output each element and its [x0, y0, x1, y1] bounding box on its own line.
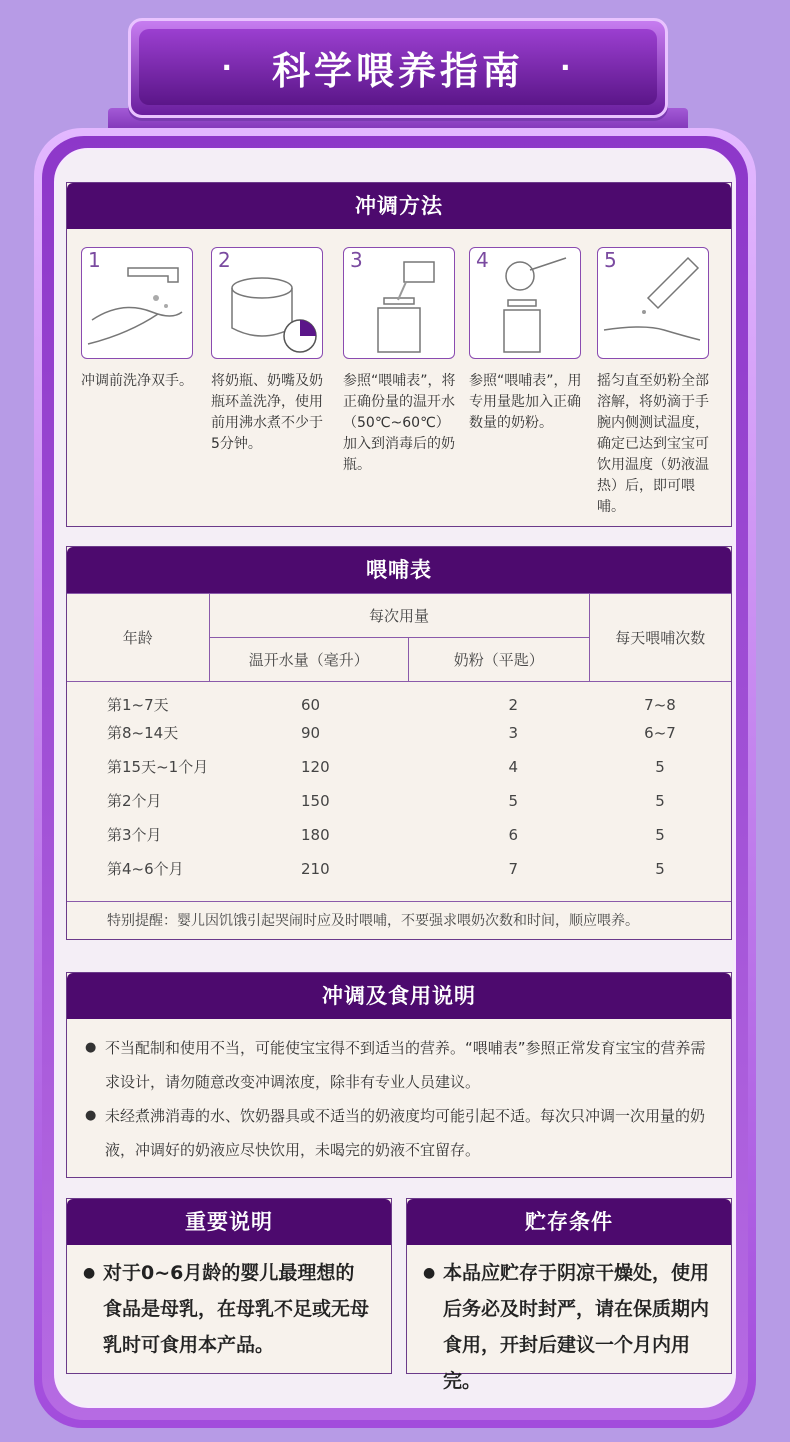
important-heading: 重要说明 [67, 1199, 391, 1245]
step-text: 参照“喂哺表”，用专用量匙加入正确数量的奶粉。 [469, 373, 582, 431]
step-text: 摇匀直至奶粉全部溶解，将奶滴于手腕内侧测试温度，确定已达到宝宝可饮用温度（奶液温热）后，即可喂哺。 [597, 373, 709, 515]
list-item: ● 不当配制和使用不当，可能使宝宝得不到适当的营养。“喂哺表”参照正常发育宝宝的营养需求设计，请勿随意改变冲调浓度，除非有专业人员建议。 [89, 1031, 709, 1099]
list-item: ● 本品应贮存于阴凉干燥处，使用后务必及时封严，请在保质期内食用，开封后建议一个月内用完。 [425, 1255, 713, 1399]
cell-times: 5 [655, 859, 665, 878]
cell-water: 90 [301, 723, 321, 742]
wash-hands-illustration [81, 247, 193, 359]
cell-powder: 6 [508, 825, 518, 844]
list-item: ● 对于0~6月龄的婴儿最理想的食品是母乳，在母乳不足或无母乳时可食用本产品。 [85, 1255, 373, 1363]
cell-times: 5 [655, 825, 665, 844]
title-dot-right: · [560, 50, 575, 84]
cell-times: 5 [655, 791, 665, 810]
steps-row [67, 229, 731, 518]
sterilize-illustration [211, 247, 323, 359]
col-per-feed: 每次用量 [209, 594, 589, 638]
cell-water: 150 [301, 791, 330, 810]
step-4 [465, 247, 593, 518]
step-2 [207, 247, 335, 518]
feeding-table-card [66, 546, 732, 940]
cell-powder: 4 [508, 757, 518, 776]
cell-powder: 7 [508, 859, 518, 878]
list-item: ● 未经煮沸消毒的水、饮奶器具或不适当的奶液度均可能引起不适。每次只冲调一次用量的奶液，冲调好的奶液应尽快饮用，未喝完的奶液不宜留存。 [89, 1099, 709, 1167]
important-card [66, 1198, 392, 1374]
table-row [67, 818, 731, 852]
col-age: 年龄 [67, 594, 209, 682]
table-row [67, 784, 731, 818]
cell-times: 5 [655, 757, 665, 776]
title-tab [128, 18, 668, 118]
cell-powder: 2 [508, 695, 518, 714]
cell-age: 第15天~1个月 [107, 758, 209, 776]
cell-powder: 5 [508, 791, 518, 810]
table-row [67, 682, 731, 716]
title-inner [139, 29, 657, 105]
cell-water: 210 [301, 859, 330, 878]
usage-card [66, 972, 732, 1178]
col-powder: 奶粉（平匙） [408, 638, 589, 682]
special-note: 特别提醒：婴儿因饥饿引起哭闹时应及时喂哺，不要强求喂奶次数和时间，顺应喂养。 [67, 901, 731, 939]
page-title: 科学喂养指南 [271, 48, 524, 93]
preparation-heading: 冲调方法 [67, 183, 731, 229]
col-water: 温开水量（毫升） [209, 638, 408, 682]
cell-times: 7~8 [644, 695, 676, 714]
add-powder-illustration [469, 247, 581, 359]
cell-age: 第4~6个月 [107, 860, 184, 878]
step-3 [339, 247, 467, 518]
cell-age: 第2个月 [107, 792, 162, 810]
storage-list [407, 1245, 731, 1399]
storage-card [406, 1198, 732, 1392]
cell-age: 第8~14天 [107, 724, 179, 742]
important-list [67, 1245, 391, 1363]
feeding-table [67, 593, 731, 886]
table-row [67, 852, 731, 886]
step-text: 冲调前洗净双手。 [81, 373, 193, 389]
cell-water: 60 [301, 695, 321, 714]
cell-water: 180 [301, 825, 330, 844]
cell-age: 第1~7天 [107, 696, 169, 715]
cell-water: 120 [301, 757, 330, 776]
preparation-card [66, 182, 732, 527]
step-1 [77, 247, 205, 518]
pour-water-illustration [343, 247, 455, 359]
step-number: 3 [350, 248, 363, 272]
cell-times: 6~7 [644, 723, 676, 742]
step-number: 5 [604, 248, 617, 272]
test-temperature-illustration [597, 247, 709, 359]
step-number: 2 [218, 248, 231, 272]
title-dot-left: · [221, 50, 236, 84]
cell-powder: 3 [508, 723, 518, 742]
col-times: 每天喂哺次数 [589, 594, 731, 682]
usage-list [67, 1019, 731, 1167]
step-number: 1 [88, 248, 101, 272]
feeding-table-heading: 喂哺表 [67, 547, 731, 593]
step-text: 参照“喂哺表”，将正确份量的温开水（50℃~60℃）加入到消毒后的奶瓶。 [343, 373, 456, 473]
storage-heading: 贮存条件 [407, 1199, 731, 1245]
table-row [67, 716, 731, 750]
step-5 [593, 247, 721, 518]
step-number: 4 [476, 248, 489, 272]
table-row [67, 750, 731, 784]
table-header-row [67, 594, 731, 638]
usage-heading: 冲调及食用说明 [67, 973, 731, 1019]
cell-age: 第3个月 [107, 826, 162, 844]
step-text: 将奶瓶、奶嘴及奶瓶环盖洗净，使用前用沸水煮不少于5分钟。 [211, 373, 323, 452]
